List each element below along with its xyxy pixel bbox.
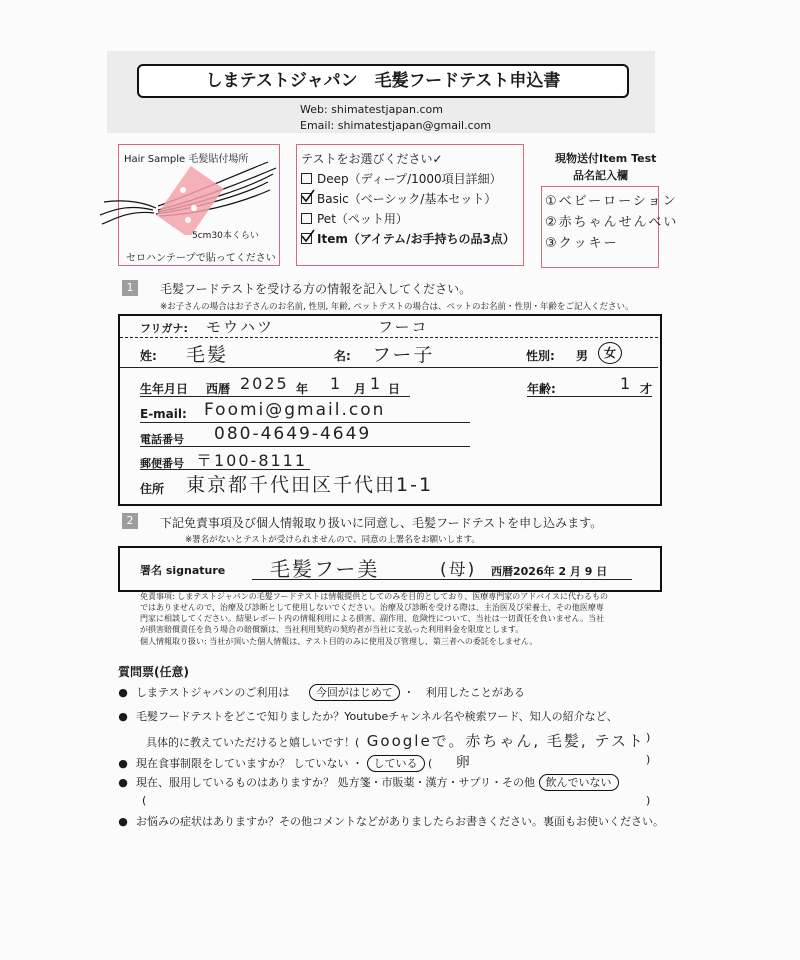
address-value[interactable]: 東京都千代田区千代田1-1 (186, 474, 434, 496)
disclaimer-line-4: が損害賠償責任を負う場合の賠償額は、当社利用契約の契約者が当社に支払った利用料金を限度とします。 (140, 625, 524, 634)
signature-label: 署名 signature (140, 564, 226, 577)
section-2-number: 2 (122, 513, 138, 529)
web-address: Web: shimatestjapan.com (300, 103, 444, 116)
sex-label: 性別: (526, 349, 555, 363)
age-label: 年齢: (527, 382, 556, 396)
year-unit: 年 (296, 382, 309, 396)
phone-underline (140, 446, 470, 447)
sex-male-option[interactable]: 男 (576, 349, 589, 363)
item-2: ②赤ちゃんせんべい (545, 215, 679, 230)
item-3: ③クッキー (545, 236, 619, 251)
question-source: ● 毛髪フードテストをどこで知りましたか？Youtubeチャンネル名や検索ワード、知人の紹介など、 (118, 710, 618, 723)
questionnaire-title: 質問票(任意) (118, 665, 189, 679)
email-label: E-mail: (140, 407, 187, 421)
postal-value[interactable]: 〒100-8111 (196, 451, 308, 470)
sei-label: 姓: (140, 349, 157, 363)
question-diet: ● 現在食事制限をしていますか？ していない ・ している ( 卵 (118, 755, 472, 771)
page-title: しまテストジャパン 毛髪フードテスト申込書 (137, 64, 629, 98)
test-heading: テストをお選びください✓ (301, 152, 443, 166)
diet-yes-circled[interactable]: している (367, 755, 425, 772)
signature-relation[interactable]: (母) (440, 560, 477, 580)
item-1: ①ベビーローション (545, 194, 678, 209)
bullet-icon: ● (118, 686, 128, 699)
email-address: Email: shimatestjapan@gmail.com (300, 119, 492, 132)
signature-date[interactable]: 西暦2026年 2 月 9 日 (491, 565, 608, 578)
age-value[interactable]: 1 (620, 374, 633, 393)
option-deep[interactable]: Deep（ディープ/1000項目詳細） (301, 170, 502, 187)
section-1-note: ※お子さんの場合はお子さんのお名前, 性別, 年齢, ペットテストの場合は、ペットのお名前・性別・年齢をご記入ください。 (160, 302, 634, 312)
disclaimer-line-3: 門家に相談してください。結果レポート内の情報利用による損害、副作用、危険性について、当社は一切責任を負いません。当社 (140, 614, 605, 623)
question-source-line2: 具体的に教えていただけると嬉しいです！( Googleで。赤ちゃん, 毛髪, テスト (146, 732, 645, 750)
birth-month-value[interactable]: 1 (330, 374, 343, 393)
section-1-title: 毛髪フードテストを受ける方の情報を記入してください。 (160, 282, 472, 296)
disclaimer-line-5: 個人情報取り扱い: 当社が頂いた個人情報は、テスト目的のみに使用及び管理し、第三者への委託をしません。 (140, 637, 538, 646)
question-usage: ● しまテストジャパンのご利用は 今回がはじめて ・ 利用したことがある (118, 686, 525, 699)
checkbox-basic-checked[interactable] (301, 193, 312, 204)
birth-underline (140, 396, 410, 397)
checkbox-deep[interactable] (301, 173, 312, 184)
furigana-sei-value[interactable]: モウハツ (206, 318, 275, 336)
day-unit: 日 (388, 382, 401, 396)
source-close-paren: ) (646, 731, 651, 744)
option-basic[interactable]: Basic（ベーシック/基本セット） (301, 190, 496, 207)
birth-label: 生年月日 (140, 382, 189, 396)
option-pet[interactable]: Pet（ペット用） (301, 210, 408, 227)
sei-value[interactable]: 毛髪 (186, 344, 229, 366)
bullet-icon: ● (118, 757, 128, 770)
mei-label: 名: (334, 349, 351, 363)
furigana-label: フリガナ: (140, 322, 188, 335)
hair-sample-label: Hair Sample 毛髪貼付場所 (124, 154, 249, 165)
email-underline (140, 422, 470, 423)
mei-value[interactable]: フー子 (372, 344, 435, 366)
medication-none-circled[interactable]: 飲んでいない (539, 774, 619, 791)
phone-value[interactable]: 080-4649-4649 (214, 424, 372, 444)
medication-open-paren: ( (142, 794, 147, 807)
hair-sample-amount: 5cm30本くらい (192, 231, 259, 241)
diet-close-paren: ) (646, 753, 651, 766)
question-symptoms: ● お悩みの症状はありますか？その他コメントなどがありましたらお書きください。裏面もお使いください。 (118, 815, 664, 828)
item-heading: 現物送付Item Test (555, 152, 657, 165)
sex-female-option-circled[interactable]: 女 (598, 342, 622, 364)
furigana-mei-value[interactable]: フーコ (378, 318, 429, 336)
month-unit: 月 (354, 382, 367, 396)
age-unit: 才 (640, 382, 653, 396)
phone-label: 電話番号 (140, 433, 184, 446)
postal-label: 郵便番号 (140, 457, 184, 470)
furigana-divider (120, 337, 658, 338)
usage-returning-option[interactable]: 利用したことがある (425, 686, 525, 699)
usage-first-time-circled[interactable]: 今回がはじめて (309, 684, 400, 701)
birth-year-value[interactable]: 2025 (240, 374, 289, 393)
age-underline (527, 396, 652, 397)
option-item[interactable]: Item（アイテム/お手持ちの品3点） (301, 230, 515, 247)
section-1-number: 1 (122, 280, 138, 296)
checkbox-item-checked[interactable] (301, 233, 312, 244)
checkbox-pet[interactable] (301, 213, 312, 224)
section-2-note: ※署名がないとテストが受けられませんので、同意の上署名をお願いします。 (185, 535, 480, 545)
bullet-icon: ● (118, 776, 128, 789)
medication-close-paren: ) (646, 794, 651, 807)
disclaimer-line-2: ではありませんので、治療及び診断として使用しないでください。治療及び診断を受ける際は、主治医及び栄養士、その他医療専 (140, 603, 604, 612)
era-label: 西暦 (206, 382, 231, 396)
email-value[interactable]: Foomi@gmail.con (204, 400, 386, 420)
hair-sample-caption: セロハンテープで貼ってください (126, 253, 276, 264)
name-row-divider (120, 367, 658, 368)
hair-sample-image (98, 160, 278, 235)
signature-name[interactable]: 毛髪フー美 (270, 557, 380, 581)
disclaimer-line-1: 免責事項: しまテストジャパンの毛髪フードテストは情報提供としてのみを目的としており、医療専門家のアドバイスに代わるもの (140, 592, 608, 601)
item-subheading: 品名記入欄 (573, 169, 628, 182)
question-medication: ● 現在、服用しているものはありますか？ 処方箋・市販薬・漢方・サプリ・その他 飲んでいない (118, 774, 619, 790)
bullet-icon: ● (118, 815, 128, 828)
section-2-title: 下記免責事項及び個人情報取り扱いに同意し、毛髪フードテストを申し込みます。 (160, 516, 603, 530)
source-answer[interactable]: Googleで。赤ちゃん, 毛髪, テスト (366, 732, 645, 750)
address-label: 住所 (140, 482, 165, 496)
signature-underline (252, 579, 632, 580)
birth-day-value[interactable]: 1 (370, 374, 383, 393)
diet-answer[interactable]: 卵 (455, 755, 472, 771)
bullet-icon: ● (118, 710, 128, 723)
